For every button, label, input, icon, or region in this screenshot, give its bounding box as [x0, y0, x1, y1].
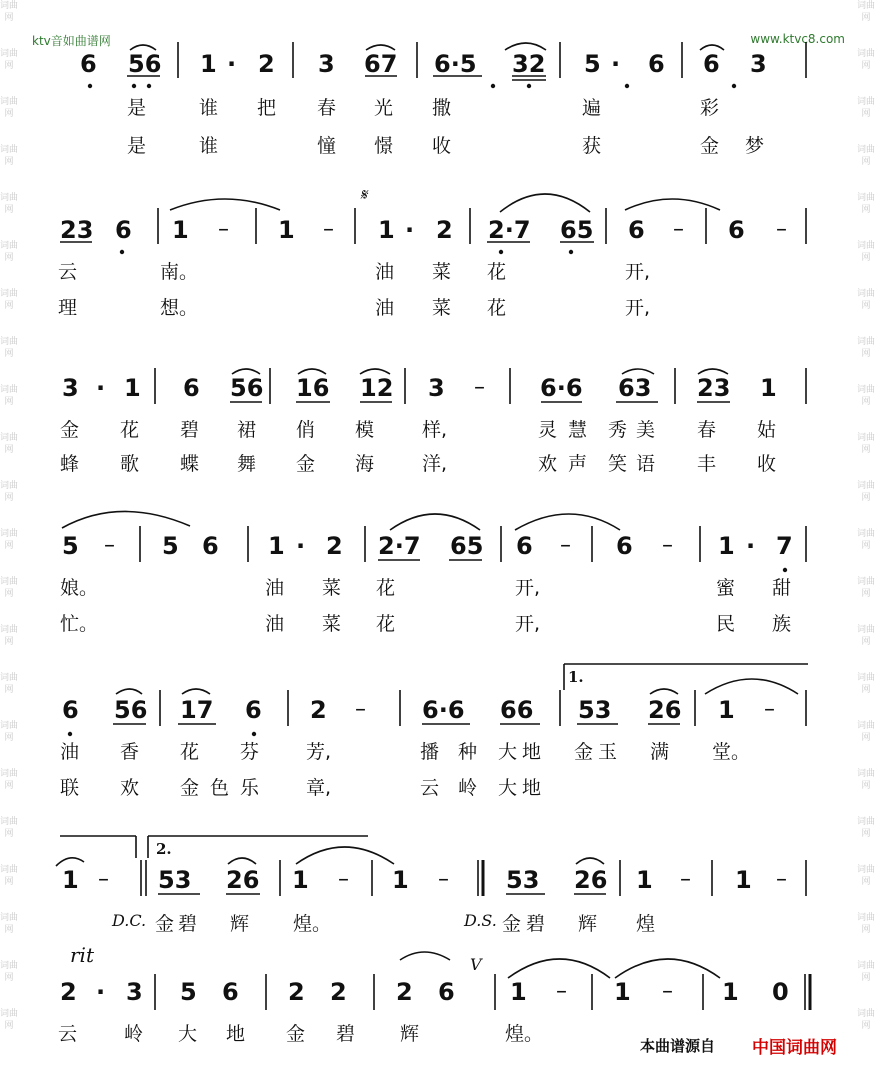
note: 6	[183, 374, 200, 402]
note: 2	[436, 216, 453, 244]
dash: –	[218, 217, 229, 242]
lyric: 金	[60, 419, 80, 441]
note: 1	[510, 978, 527, 1006]
note: ·	[96, 374, 106, 402]
note: 6	[628, 216, 645, 244]
lyric: 油	[60, 741, 80, 763]
lyric: 菜	[432, 297, 452, 319]
volta-2-label: 2.	[156, 840, 172, 858]
note: 1	[200, 50, 217, 78]
lyric: 煌。	[293, 913, 332, 935]
note: 5	[62, 532, 79, 560]
note: 2	[60, 978, 77, 1006]
lyric: 海	[355, 453, 375, 475]
lyric: 撒	[432, 97, 452, 119]
volta-1-label: 1.	[568, 668, 584, 686]
dash: –	[680, 867, 691, 892]
note: 6	[222, 978, 239, 1006]
lyric: 收	[757, 453, 777, 475]
note: 6	[728, 216, 745, 244]
lyric: 乐	[240, 777, 260, 799]
lyric: 遍	[582, 97, 602, 119]
lyric: 俏	[296, 419, 316, 441]
note: 56	[128, 50, 162, 78]
note: 17	[180, 696, 214, 724]
lyric: 播	[420, 741, 440, 763]
note: 56	[114, 696, 148, 724]
lyric: 金	[502, 913, 522, 935]
note: 2	[310, 696, 327, 724]
lyric: 憬	[374, 135, 394, 157]
lyric: 金	[180, 777, 200, 799]
note: 6·5	[434, 50, 477, 78]
lyric: 光	[374, 97, 394, 119]
note: 56	[230, 374, 264, 402]
note: 1	[392, 866, 409, 894]
dash: –	[673, 217, 684, 242]
dash: –	[662, 979, 673, 1004]
lyric: 花	[376, 613, 396, 635]
dash: –	[556, 979, 567, 1004]
lyric: 谁	[199, 135, 219, 157]
lyric: 花	[487, 297, 507, 319]
note: 1	[62, 866, 79, 894]
lyric: 碧	[180, 419, 200, 441]
note: 65	[560, 216, 594, 244]
lyric: 歌	[120, 453, 140, 475]
note: 2	[258, 50, 275, 78]
note: 5	[180, 978, 197, 1006]
segno-mark: 𝄋	[360, 185, 367, 204]
octave-dots	[68, 84, 787, 736]
note: ·	[746, 532, 756, 560]
left-margin-watermark: 词曲网 词曲网 词曲网 词曲网 词曲网 词曲网 词曲网 词曲网 词曲网 词曲网 词曲网 词曲网 词曲网 词曲网 词曲网 词曲网 词曲网 词曲网 词曲网 词曲网 词曲网 词曲网	[0, 1, 18, 1031]
lyric: 舞	[237, 453, 257, 475]
note: 6	[616, 532, 633, 560]
note: 2	[326, 532, 343, 560]
lyric: 地	[226, 1023, 246, 1045]
lyric: 憧	[317, 135, 337, 157]
dash: –	[560, 533, 571, 558]
note: 2	[330, 978, 347, 1006]
breath-mark: V	[470, 955, 482, 974]
lyric: 油	[265, 577, 285, 599]
note: 63	[618, 374, 652, 402]
lyric: 是	[127, 135, 147, 157]
note: 1	[124, 374, 141, 402]
lyric: 菜	[322, 613, 342, 635]
lyric: 花	[487, 261, 507, 283]
lyric: 慧	[568, 419, 588, 441]
note: 3	[428, 374, 445, 402]
note: 1	[172, 216, 189, 244]
lyric: 开,	[625, 261, 651, 283]
note: 1	[268, 532, 285, 560]
lyric: 秀	[608, 419, 628, 441]
note: 6	[245, 696, 262, 724]
lyric: 梦	[745, 135, 765, 157]
dash: –	[662, 533, 673, 558]
lyric: 是	[127, 97, 147, 119]
note: 6	[115, 216, 132, 244]
lyric: 芬	[240, 741, 260, 763]
lyric: 堂。	[712, 741, 751, 763]
dash: –	[98, 867, 109, 892]
header-left-watermark: ktv音如曲谱网	[32, 34, 111, 48]
note: 6	[648, 50, 665, 78]
lyric: 金	[574, 741, 594, 763]
lyric: 春	[317, 97, 337, 119]
note: 1	[722, 978, 739, 1006]
note: 5	[584, 50, 601, 78]
lyric: 彩	[700, 97, 720, 119]
lyric: 金	[296, 453, 316, 475]
lyric: 大	[178, 1023, 198, 1045]
note: 26	[648, 696, 682, 724]
lyric: 云	[420, 777, 440, 799]
lyric: 娘。	[60, 577, 99, 599]
lyric: 南。	[160, 261, 199, 283]
note: 6	[516, 532, 533, 560]
lyric: 把	[257, 97, 277, 119]
note: 26	[226, 866, 260, 894]
lyric: 章,	[306, 777, 332, 799]
lyric: 煌。	[505, 1023, 544, 1045]
lyric: 声	[568, 453, 588, 475]
lyric: 种	[458, 741, 478, 763]
lyric: 色	[210, 777, 230, 799]
lyric: 理	[58, 297, 78, 319]
note: ·	[405, 216, 415, 244]
lyric: 满	[650, 741, 670, 763]
note: 2·7	[378, 532, 421, 560]
dash: –	[438, 867, 449, 892]
lyric: 菜	[322, 577, 342, 599]
lyric: 开,	[515, 577, 541, 599]
note: 1	[760, 374, 777, 402]
lyric: 地	[522, 741, 542, 763]
dash: –	[776, 217, 787, 242]
note: 23	[697, 374, 731, 402]
lyric: 碧	[526, 913, 546, 935]
note: 3	[62, 374, 79, 402]
lyric: 忙。	[60, 613, 99, 635]
note: 3	[318, 50, 335, 78]
lyric: 族	[772, 613, 792, 635]
lyric: 样,	[422, 419, 448, 441]
lyric: 蜜	[716, 577, 736, 599]
lyric: 联	[60, 777, 80, 799]
ds-mark: D.S.	[464, 911, 497, 930]
note: 2	[288, 978, 305, 1006]
lyric: 油	[375, 297, 395, 319]
lyric: 甜	[772, 577, 792, 599]
dc-mark: D.C.	[112, 911, 147, 930]
dash: –	[355, 697, 366, 722]
dash: –	[474, 375, 485, 400]
note: 67	[364, 50, 398, 78]
lyric: 岭	[458, 777, 478, 799]
note: ·	[296, 532, 306, 560]
lyric: 碧	[178, 913, 198, 935]
note: 53	[506, 866, 540, 894]
lyric: 油	[265, 613, 285, 635]
right-margin-watermark: 词曲网 词曲网 词曲网 词曲网 词曲网 词曲网 词曲网 词曲网 词曲网 词曲网 词曲网 词曲网 词曲网 词曲网 词曲网 词曲网 词曲网 词曲网 词曲网 词曲网 词曲网 词曲网	[857, 1, 875, 1031]
lyric: 岭	[124, 1023, 144, 1045]
lyric: 花	[376, 577, 396, 599]
lyric: 收	[432, 135, 452, 157]
note: 53	[158, 866, 192, 894]
lyric: 辉	[230, 913, 250, 935]
note: 6	[703, 50, 720, 78]
lyric: 油	[375, 261, 395, 283]
source-site-name: 中国词曲网	[752, 1038, 837, 1058]
lyric: 玉	[598, 741, 618, 763]
note: 1	[378, 216, 395, 244]
dash: –	[323, 217, 334, 242]
note: 6	[438, 978, 455, 1006]
rit-mark: rit	[70, 943, 94, 967]
note: 66	[500, 696, 534, 724]
lyric: 春	[697, 419, 717, 441]
note: 3	[750, 50, 767, 78]
note: 53	[578, 696, 612, 724]
note: 6	[80, 50, 97, 78]
lyric: 云	[58, 261, 78, 283]
lyric: 蝶	[180, 453, 200, 475]
lyric: 丰	[697, 453, 717, 475]
lyric: 洋,	[422, 453, 448, 475]
lyric: 裙	[237, 419, 257, 441]
lyric: 模	[355, 419, 375, 441]
note: 1	[636, 866, 653, 894]
lyric: 欢	[538, 453, 558, 475]
lyric: 碧	[336, 1023, 356, 1045]
note: 6·6	[422, 696, 465, 724]
note: 1	[718, 532, 735, 560]
note: 16	[296, 374, 330, 402]
note: 2·7	[488, 216, 531, 244]
note: 6	[62, 696, 79, 724]
note: 3	[126, 978, 143, 1006]
dash: –	[764, 697, 775, 722]
lyric: 花	[120, 419, 140, 441]
dash: –	[104, 533, 115, 558]
lyric: 笑	[608, 453, 628, 475]
lyric: 芳,	[306, 741, 332, 763]
note: 32	[512, 50, 546, 78]
lyric: 开,	[515, 613, 541, 635]
note: 1	[718, 696, 735, 724]
lyric: 煌	[636, 913, 656, 935]
lyric: 语	[636, 453, 656, 475]
note: 1	[278, 216, 295, 244]
lyric: 灵	[538, 419, 558, 441]
lyric: 谁	[199, 97, 219, 119]
dash: –	[338, 867, 349, 892]
lyric: 民	[716, 613, 736, 635]
note: 12	[360, 374, 394, 402]
note: 26	[574, 866, 608, 894]
note: ·	[227, 50, 237, 78]
lyric: 金	[155, 913, 175, 935]
note: 23	[60, 216, 94, 244]
note: 1	[735, 866, 752, 894]
lyric: 金	[700, 135, 720, 157]
note: 65	[450, 532, 484, 560]
lyric: 大	[498, 777, 518, 799]
lyric: 地	[522, 777, 542, 799]
dash: –	[776, 867, 787, 892]
lyric: 云	[58, 1023, 78, 1045]
lyric: 想。	[160, 297, 199, 319]
lyric: 获	[582, 135, 602, 157]
note: 5	[162, 532, 179, 560]
note: ·	[96, 978, 106, 1006]
lyric: 姑	[757, 419, 777, 441]
header-right-watermark: www.ktvc8.com	[750, 32, 845, 46]
lyric: 花	[180, 741, 200, 763]
lyric: 金	[286, 1023, 306, 1045]
lyric: 辉	[400, 1023, 420, 1045]
note: 1	[614, 978, 631, 1006]
lyric: 欢	[120, 777, 140, 799]
source-credit-text: 本曲谱源自	[640, 1037, 716, 1055]
lyric: 开,	[625, 297, 651, 319]
lyric: 美	[636, 419, 656, 441]
score-graphics	[56, 42, 810, 1010]
note: 2	[396, 978, 413, 1006]
note: ·	[611, 50, 621, 78]
note: 1	[292, 866, 309, 894]
lyric: 大	[498, 741, 518, 763]
note: 6	[202, 532, 219, 560]
lyric: 辉	[578, 913, 598, 935]
note: 6·6	[540, 374, 583, 402]
note: 0	[772, 978, 789, 1006]
lyric: 菜	[432, 261, 452, 283]
note: 7	[776, 532, 793, 560]
lyric: 蜂	[60, 453, 80, 475]
lyric: 香	[120, 741, 140, 763]
